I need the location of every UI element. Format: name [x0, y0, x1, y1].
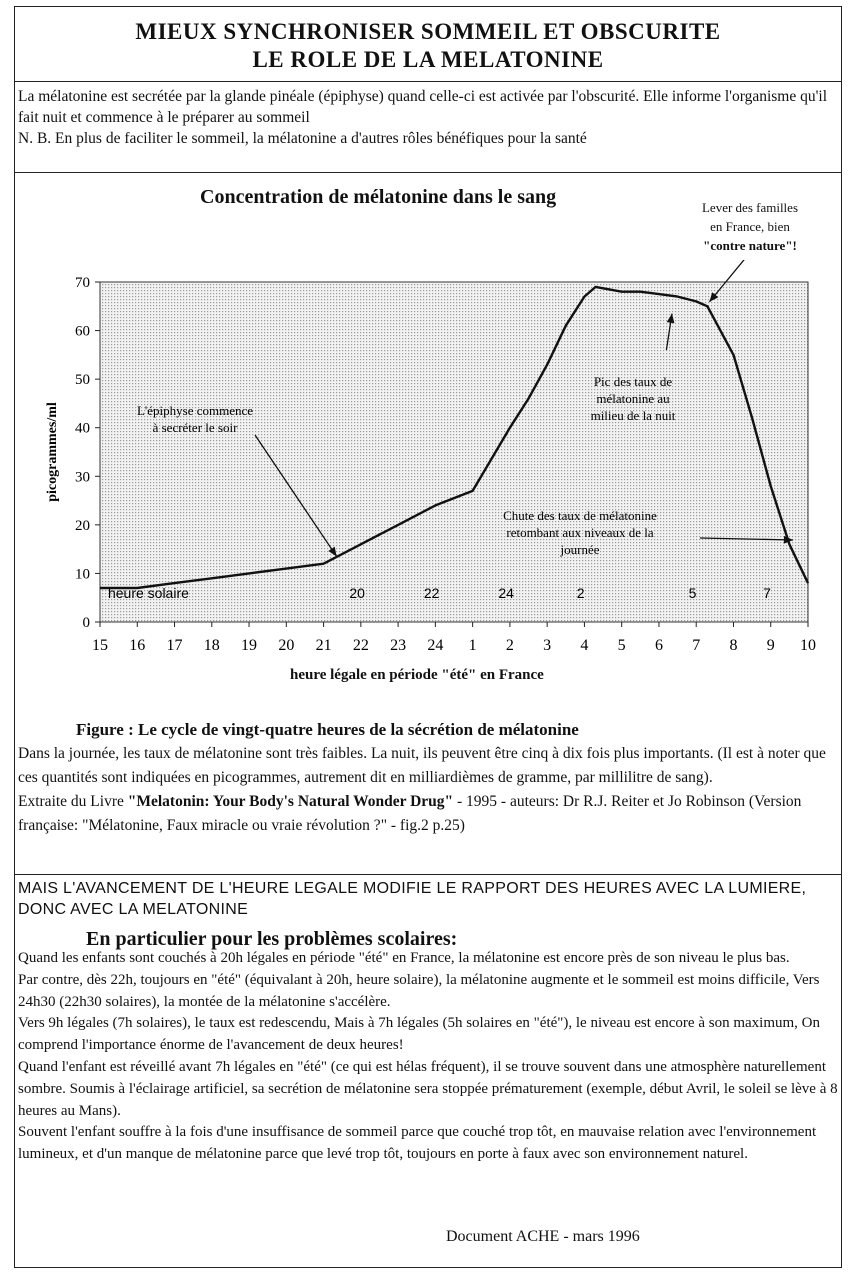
x-tick-label: 1 — [468, 637, 477, 654]
annotation-epiphyse: à secréter le soir — [152, 420, 238, 435]
x-tick-label: 17 — [166, 637, 183, 654]
section2-heading: MAIS L'AVANCEMENT DE L'HEURE LEGALE MODIFIE LE RAPPORT DES HEURES AVEC LA LUMIERE, DONC AVEC LA MELATONINE — [18, 880, 807, 918]
annotation-pic: milieu de la nuit — [590, 408, 676, 423]
x-tick-label: 19 — [241, 637, 258, 654]
chart-title: Concentration de mélatonine dans le sang — [200, 186, 557, 208]
x-tick-label: 7 — [692, 637, 701, 654]
intro-text — [18, 86, 838, 149]
section2-paragraph: Quand l'enfant est réveillé avant 7h légales en "été" (ce qui est hélas fréquent), il se trouve souvent dans une atmosphère naturellement sombre. Soumis à l'éclairage artificiel, sa secrétion de mélatonine sera stoppée prématurement (exemple, début Avril, le soleil se lève à 8 heures au Mans). — [18, 1058, 838, 1119]
page-title-line1: MIEUX SYNCHRONISER SOMMEIL ET OBSCURITE — [135, 19, 721, 44]
solar-hour-label: 2 — [576, 585, 585, 601]
page-title-line2: LE ROLE DE LA MELATONINE — [252, 47, 604, 72]
section2-subheading: En particulier pour les problèmes scolaires: — [86, 928, 458, 950]
plot-area — [100, 282, 808, 622]
solar-hour-label: heure solaire — [107, 585, 189, 601]
annotation-chute: journée — [560, 542, 600, 557]
figure-source-prefix: Extraite du Livre — [18, 793, 128, 810]
y-tick-label: 70 — [75, 275, 90, 291]
y-tick-label: 50 — [75, 372, 90, 389]
intro-line2: N. B. En plus de faciliter le sommeil, la mélatonine a d'autres rôles bénéfiques pour la santé — [18, 130, 587, 147]
solar-hour-label: 7 — [763, 585, 771, 601]
annotation-lever-line: Lever des familles — [701, 200, 798, 215]
x-tick-label: 6 — [654, 637, 663, 654]
annotation-lever-line: en France, bien — [710, 219, 790, 234]
annotation-lever — [680, 198, 820, 255]
solar-hour-label: 24 — [498, 585, 514, 601]
x-tick-label: 2 — [505, 637, 514, 654]
section2-paragraph: Vers 9h légales (7h solaires), le taux est redescendu, Mais à 7h légales (5h solaires en "été"), le niveau est encore à son maximum, On comprend l'importance énorme de l'avancement de deux heures! — [18, 1015, 820, 1054]
solar-hour-label: 22 — [423, 585, 440, 601]
annotation-pic: Pic des taux de — [593, 374, 673, 389]
x-tick-label: 10 — [800, 637, 816, 654]
figure-source-book: "Melatonin: Your Body's Natural Wonder Drug" — [127, 793, 454, 810]
x-tick-label: 22 — [352, 637, 369, 654]
separator-2 — [14, 874, 842, 875]
figure-para: Dans la journée, les taux de mélatonine sont très faibles. La nuit, ils peuvent être cinq à dix fois plus importants. (Il est à noter que ces quantités sont indiquées en picogrammes, autrement dit en milliardièmes de gramme, par millilitre de sang). — [18, 745, 826, 786]
y-tick-label: 20 — [75, 517, 90, 534]
x-axis-label: heure légale en période "été" en France — [290, 667, 544, 683]
section2-body — [18, 948, 844, 1166]
x-tick-label: 15 — [92, 637, 108, 654]
annotation-chute: retombant aux niveaux de la — [506, 525, 654, 540]
solar-hour-label: 5 — [688, 585, 697, 601]
annotation-pic: mélatonine au — [596, 391, 670, 406]
document-credit: Document ACHE - mars 1996 — [446, 1228, 640, 1245]
x-tick-label: 16 — [129, 637, 146, 654]
x-tick-label: 3 — [543, 637, 552, 654]
x-tick-label: 9 — [766, 637, 775, 654]
y-tick-label: 0 — [82, 615, 90, 631]
y-tick-label: 30 — [75, 469, 90, 486]
x-tick-label: 20 — [278, 637, 295, 654]
solar-hour-label: 20 — [349, 585, 365, 601]
y-tick-label: 10 — [75, 566, 90, 583]
annotation-epiphyse: L'épiphyse commence — [136, 403, 254, 418]
annotation-lever-line: "contre nature"! — [703, 238, 797, 253]
y-tick-label: 60 — [75, 323, 90, 340]
separator-1 — [14, 172, 842, 173]
x-tick-label: 4 — [580, 637, 589, 654]
section2-paragraph: Par contre, dès 22h, toujours en "été" (équivalant à 20h, heure solaire), la mélatonine augmente et le sommeil est moins difficile, Vers 24h30 (22h30 solaires), la montée de la mélatonine s'accélère. — [18, 971, 820, 1010]
x-tick-label: 24 — [427, 637, 444, 654]
x-tick-label: 23 — [390, 637, 407, 654]
annotation-chute: Chute des taux de mélatonine — [503, 508, 657, 523]
x-tick-label: 5 — [617, 637, 626, 654]
x-tick-label: 21 — [315, 637, 332, 654]
intro-line1: La mélatonine est secrétée par la glande pinéale (épiphyse) quand celle-ci est activée par l'obscurité. Elle informe l'organisme qu'il fait nuit et commence à le préparer au sommeil — [18, 88, 828, 126]
melatonin-chart — [30, 260, 820, 660]
figure-caption: Figure : Le cycle de vingt-quatre heures de la sécrétion de mélatonine — [76, 720, 579, 739]
y-axis-label: picogrammes/ml — [45, 402, 60, 502]
figure-source — [18, 790, 840, 838]
figure-source-suffix: - 1995 - auteurs: Dr R.J. Reiter et Jo Robinson (Version française: "Mélatonine, Faux miracle ou vraie révolution ?" - fig.2 p.25) — [18, 793, 802, 834]
section2-paragraph: Quand les enfants sont couchés à 20h légales en période "été" en France, la mélatonine est encore près de son niveau le plus bas. — [18, 950, 790, 966]
figure-description — [18, 742, 840, 838]
x-tick-label: 18 — [203, 637, 220, 654]
title-box — [14, 6, 842, 82]
x-tick-label: 8 — [729, 637, 738, 654]
y-tick-label: 40 — [75, 420, 90, 437]
section2-paragraph: Souvent l'enfant souffre à la fois d'une insuffisance de sommeil parce que couché trop tôt, en mauvaise relation avec l'environnement lumineux, et d'un manque de mélatonine parce que levé trop tôt, toujours en porte à faux avec son environnement naturel. — [18, 1124, 817, 1163]
